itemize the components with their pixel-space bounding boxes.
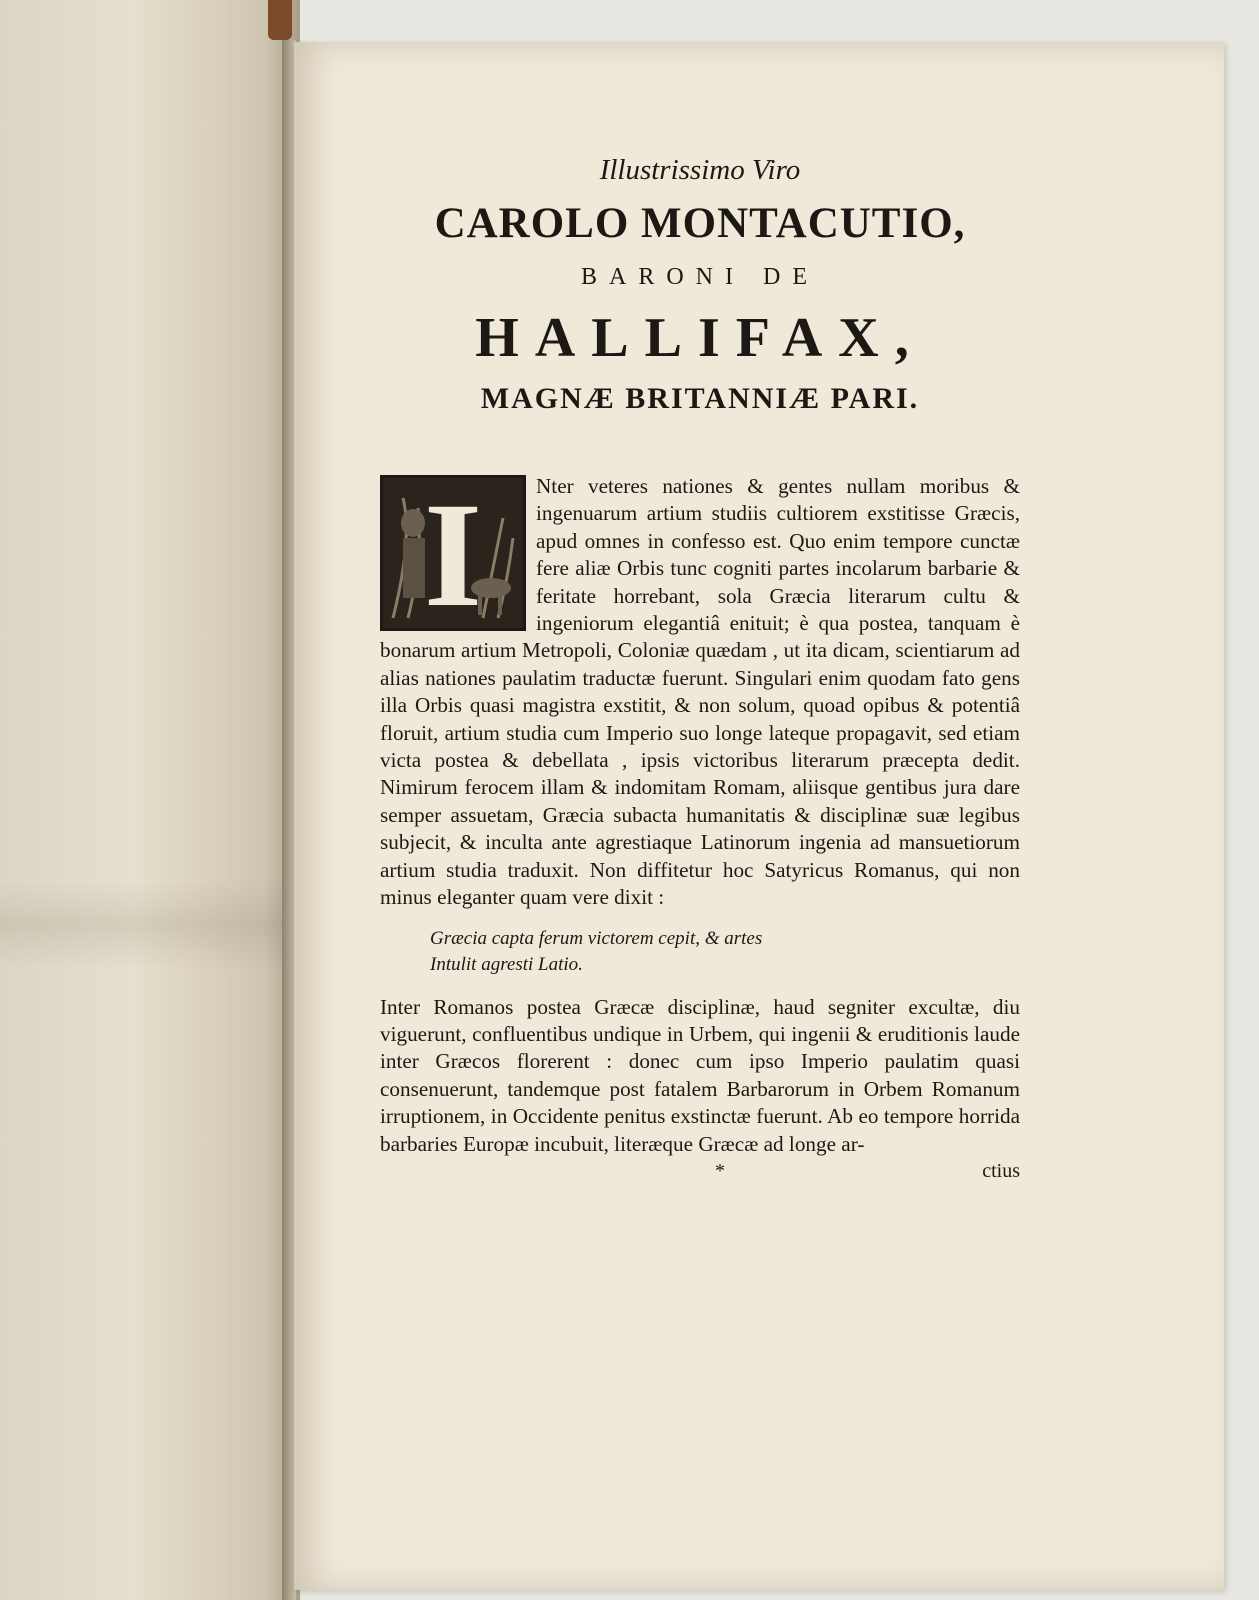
verse-line: Intulit agresti Latio. (430, 953, 583, 975)
right-page (294, 42, 1224, 1590)
page-crease (0, 880, 300, 970)
dedication-line: Illustrissimo Viro (599, 154, 801, 186)
spine-edge (268, 0, 292, 40)
initial-letter: I (423, 475, 483, 631)
verse-quotation (430, 926, 1020, 978)
verse-line: Græcia capta ferum victorem cepit, & artes (430, 927, 763, 949)
catchword: ctius (982, 1159, 1020, 1182)
dedicatee-name: CAROLO MONTACUTIO, (434, 200, 966, 247)
first-paragraph (380, 473, 1020, 912)
rank-line: MAGNÆ BRITANNIÆ PARI. (480, 382, 920, 415)
place-line: HALLIFAX, (475, 307, 925, 369)
page-footer (380, 1160, 1020, 1186)
second-paragraph: Inter Romanos postea Græcæ disciplinæ, haud segniter excultæ, diu viguerunt, confluentibus undique in Urbem, qui ingenii & eruditionis laude inter Græcos florerent : donec cum ipso Imperio paulatim quasi consenuerunt, tandemque post fatalem Barbarorum in Orbem Romanum irruptionem, in Occidente penitus exstinctæ fuerunt. Ab eo tempore horrida barbaries Europæ incubuit, literæque Græcæ ad longe ar- (380, 994, 1020, 1156)
dedication-text-block (380, 154, 1020, 1186)
left-page (0, 0, 300, 1600)
title-line: BARONI DE (581, 264, 819, 290)
decorated-initial (380, 475, 526, 631)
signature-mark: * (715, 1159, 725, 1182)
paragraph-text: Nter veteres nationes & gentes nullam moribus & ingenuarum artium studiis cultiorem exstitisse Græcis, apud omnes in confesso est. Quo enim tempore cunctæ fere aliæ Orbis tunc cogniti partes incolarum barbarie & feritate horrebant, sola Græcia literarum cultu & ingeniorum elegantiâ enituit; è qua postea, tanquam è bonarum artium Metropoli, Coloniæ quædam , ut ita dicam, scientiarum ad alias nationes paulatim traductæ fuerunt. Singulari enim quodam fato gens illa Orbis quasi magistra exstitit, & non solum, quoad opibus & potentiâ floruit, artium studia cum Imperio suo longe lateque propagavit, sed etiam victa postea & debellata , ipsis victoribus literarum præcepta dedit. Nimirum ferocem illam & indomitam Romam, aliisque gentibus jura dare semper assuetam, Græcia subacta humanitatis & disciplinæ suæ legibus subjecit, & inculta ante agrestiaque Latinorum ingenia ad mansuetiorum artium studia traduxit. Non diffitetur hoc Satyricus Romanus, qui non minus eleganter quam vere dixit : (380, 474, 1020, 910)
